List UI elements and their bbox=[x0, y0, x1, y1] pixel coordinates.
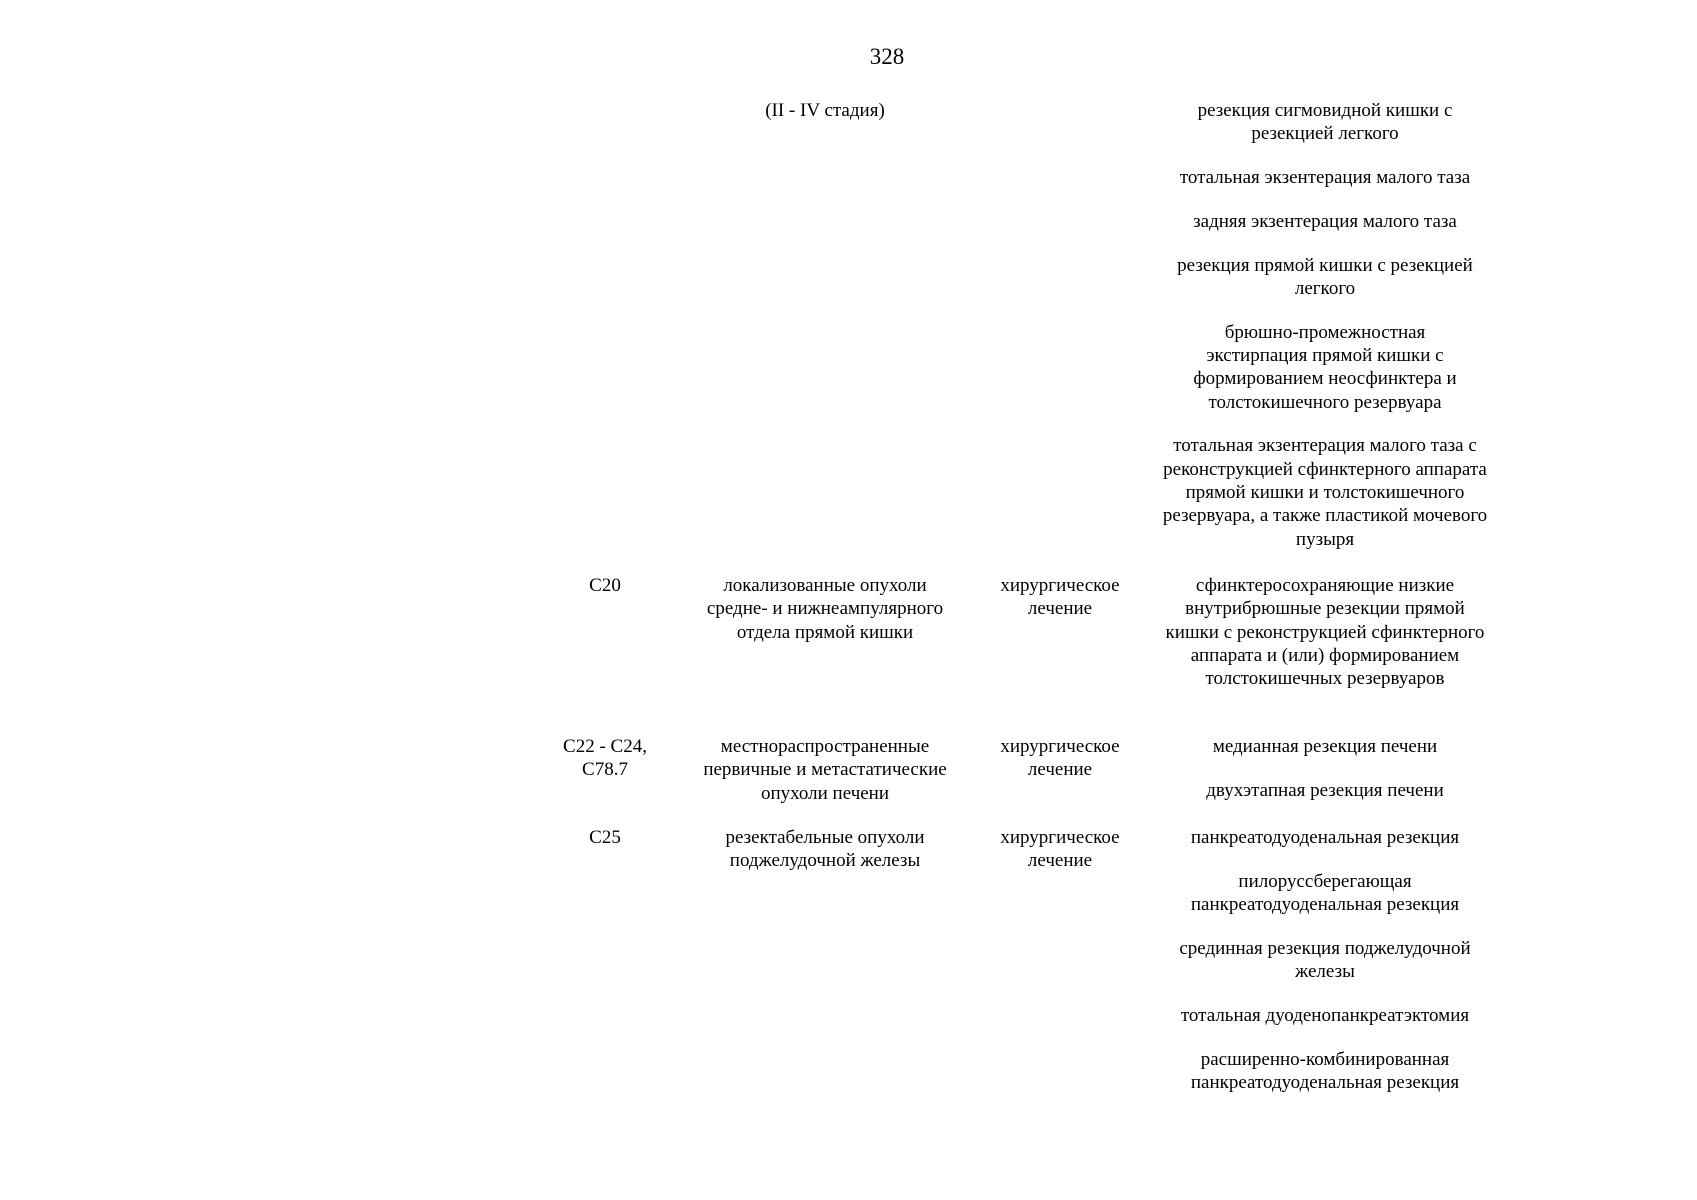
row-c20-code: C20 bbox=[589, 575, 621, 596]
method-item: резекция сигмовидной кишки с резекцией легкого bbox=[1197, 100, 1453, 145]
method-item: сфинктеросохраняющие низкие внутрибрюшные резекции прямой кишки с реконструкцией сфинктерного аппарата и (или) формированием толстокишечных резервуаров bbox=[1165, 575, 1485, 690]
continued-model-text: (II - IV стадия) bbox=[765, 100, 885, 121]
row-c22-code: C22 - C24, C78.7 bbox=[563, 736, 647, 781]
method-item: срединная резекция поджелудочной железы bbox=[1179, 937, 1471, 983]
row-c22-methods bbox=[1145, 735, 1505, 802]
method-item: тотальная экзентерация малого таза с реконструкцией сфинктерного аппарата прямой кишки и толстокишечного резервуара, а также пластикой мочевого пузыря bbox=[1162, 435, 1488, 550]
row-c20-methods bbox=[1165, 574, 1485, 690]
method-item: пилоруссберегающая панкреатодуоденальная резекция bbox=[1190, 870, 1460, 916]
method-item: панкреатодуоденальная резекция bbox=[1190, 827, 1460, 848]
page-number: 328 bbox=[869, 44, 905, 69]
continued-model bbox=[685, 99, 965, 122]
row-c20-treatment: хирургическое лечение bbox=[1000, 575, 1120, 620]
method-item: тотальная экзентерация малого таза bbox=[1179, 167, 1471, 189]
method-item: двухэтапная резекция печени bbox=[1206, 779, 1444, 801]
row-c25-treatment: хирургическое лечение bbox=[1000, 827, 1120, 872]
row-c22-treatment: хирургическое лечение bbox=[1000, 736, 1120, 781]
row-c25-code: C25 bbox=[589, 827, 621, 848]
method-item: медианная резекция печени bbox=[1212, 736, 1438, 757]
method-item: тотальная дуоденопанкреатэктомия bbox=[1180, 1004, 1470, 1026]
method-item: расширенно-комбинированная панкреатодуоденальная резекция bbox=[1190, 1048, 1460, 1094]
row-c25-model: резектабельные опухоли поджелудочной железы bbox=[725, 827, 925, 872]
row-c25-methods bbox=[1170, 826, 1480, 1094]
method-item: брюшно-промежностная экстирпация прямой кишки с формированием неосфинктера и толстокишечного резервуара bbox=[1193, 321, 1457, 413]
row-c20-model: локализованные опухоли средне- и нижнеампулярного отдела прямой кишки bbox=[706, 575, 944, 643]
continued-methods bbox=[1162, 99, 1488, 551]
method-item: задняя экзентерация малого таза bbox=[1193, 210, 1457, 232]
method-item: резекция прямой кишки с резекцией легкого bbox=[1177, 254, 1473, 299]
row-c22-model: местнораспространенные первичные и метастатические опухоли печени bbox=[703, 736, 947, 804]
